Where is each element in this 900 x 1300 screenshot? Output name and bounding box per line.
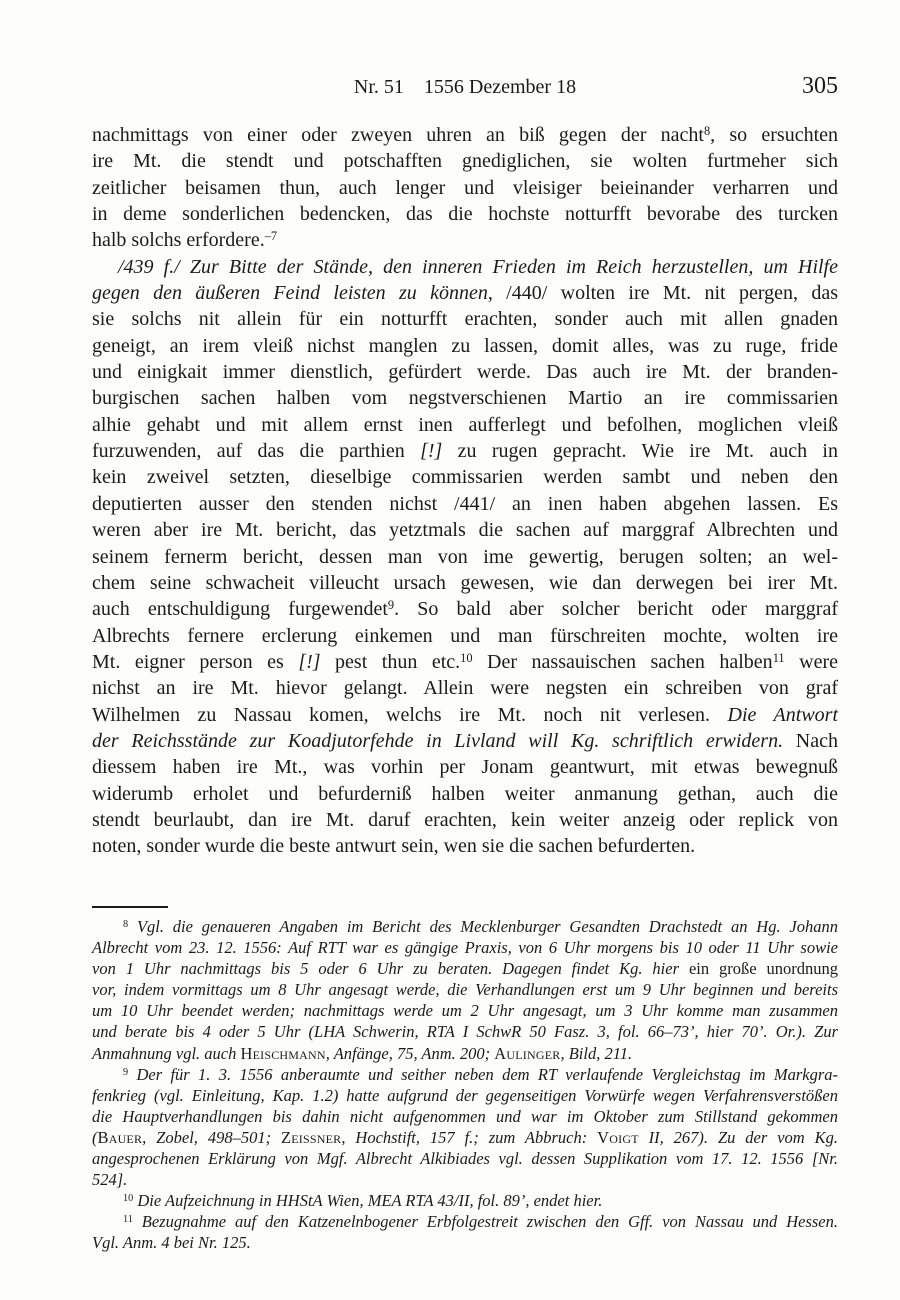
body-line: ire Mt. die stendt und potschafften gnediglichen, sie wolten furtmeher sich [92,150,838,173]
footnote-line: vor, indem vormittags um 8 Uhr angesagt werde, die Verhandlungen erst um 9 Uhr beginnen und bereits [92,980,838,1000]
footnote-line: die Hauptverhandlungen bis dahin nicht aufgenommen und war im Oktober zum Stillstand gekommen [92,1106,838,1126]
body-line: nichst an ire Mt. hievor gelangt. Allein were negsten ein schreiben von graf [92,677,838,700]
running-head [92,76,838,99]
body-line: Wilhelmen zu Nassau komen, welchs ire Mt. noch nit verlesen. Die Antwort [92,703,838,726]
body-line: nachmittags von einer oder zweyen uhren an biß gegen der nacht$^8$, so ersuchten [92,124,838,146]
body-line: gegen den äußeren Feind leisten zu können, /440/ wolten ire Mt. nit pergen, das [92,282,838,305]
footnote-line: (Bauer, Zobel, 498–501; Zeissner, Hochstift, 157 f.; zum Abbruch: Voigt II, 267). Zu der vom Kg. [92,1127,838,1147]
body-line: sie solchs nit allein für ein notturfft erachten, sonder auch mit allen gnaden [92,308,838,331]
body-line: alhie gehabt und mit allem ernst inen aufferlegt und befolhen, moglichen vleiß [92,413,838,436]
footnote-line: angesprochenen Erklärung von Mgf. Albrecht Alkibiades vgl. dessen Supplikation vom 17. 12. 1556 [Nr. [92,1149,838,1169]
body-line: zeitlicher beisamen thun, auch lenger und vleisiger beieinander verharren und [92,176,838,199]
body-line: burgischen sachen halben vom negstverschienen Martio an ire commissarien [92,387,838,410]
body-line: auch entschuldigung furgewendet$^9$. So bald aber solcher bericht oder marggraf [92,598,838,621]
footnote-line: Anmahnung vgl. auch Heischmann, Anfänge, 75, Anm. 200; Aulinger, Bild, 211. [92,1043,633,1063]
doc-date: 1556 Dezember 18 [423,76,577,98]
footnote-separator-rule [92,906,168,908]
body-line: diessem haben ire Mt., was vorhin per Jonam geantwurt, mit etwas bewegnuß [92,756,838,779]
footnotes [92,916,838,1254]
body-line: furzuwenden, auf das die parthien [!] zu rugen gepracht. Wie ire Mt. auch in [92,440,838,463]
footnote-line: um 10 Uhr beendet werden; nachmittags werde um 2 Uhr angesagt, um 3 Uhr komme man zusammen [92,1001,838,1021]
body-line: deputierten ausser den stenden nichst /441/ an inen haben abgehen lassen. Es [92,492,838,515]
footnote-line: $^8$ Vgl. die genaueren Angaben im Bericht des Mecklenburger Gesandten Drachstedt an Hg. Johann [123,917,838,936]
body-line: noten, sonder wurde die beste antwurt sein, wen sie die sachen befurderten. [92,835,696,858]
body-line: in deme sonderlichen bedencken, das die hochste notturfft bevorabe des turcken [92,203,838,226]
page-number: 305 [802,73,838,99]
body-line: halb solchs erfordere.$^{-7}$ [92,229,278,252]
body-line: weren aber ire Mt. bericht, das yetztmals die sachen auf marggraf Albrechten und [92,519,838,542]
body-line: stendt beurlaubt, dan ire Mt. daruf erachten, kein weiter anzeig oder replick von [92,808,838,831]
footnote-line: $^{10}$ Die Aufzeichnung in HHStA Wien, MEA RTA 43/II, fol. 89’, endet hier. [123,1191,603,1211]
doc-number: Nr. 51 [353,76,404,98]
footnote-line: von 1 Uhr nachmittags bis 5 oder 6 Uhr zu beraten. Dagegen findet Kg. hier ein große unordnung [92,959,838,979]
body-line: und einigkait immer dienstlich, gefürdert werde. Das auch ire Mt. der branden- [92,361,838,384]
footnote-line: und berate bis 4 oder 5 Uhr (LHA Schwerin, RTA I SchwR 50 Fasz. 3, fol. 66–73’, hier 70’. Or.). Zur [92,1022,838,1042]
body-line: geneigt, an irem vleiß nichst manglen zu lassen, domit alles, was zu ruge, fride [92,334,838,357]
body-text [92,122,838,860]
body-line: /439 f./ Zur Bitte der Stände, den inneren Frieden im Reich herzustellen, um Hilfe [118,255,838,278]
body-line: chem seine schwacheit villeucht ursach gewesen, wie dan derwegen bei irer Mt. [92,571,838,594]
body-line: Mt. eigner person es [!] pest thun etc.$^{10}$ Der nassauischen sachen halben$^{11}$ were [92,650,838,673]
footnote-line: Albrecht vom 23. 12. 1556: Auf RTT war es gängige Praxis, von 6 Uhr morgens bis 10 oder 11 Uhr sowie [92,938,838,958]
footnote-line: $^{11}$ Bezugnahme auf den Katzenelnbogener Erbfolgestreit zwischen den Gff. von Nassau und Hessen. [123,1212,838,1232]
body-line: der Reichsstände zur Koadjutorfehde in Livland will Kg. schriftlich erwidern. Nach [92,729,839,752]
body-line: seinem fernerm bericht, dessen man von ime gewertig, berugen solten; an wel- [92,545,838,568]
footnote-line: $^9$ Der für 1. 3. 1556 anberaumte und seither neben dem RT verlaufende Vergleichstag im Markgra- [123,1064,838,1084]
page-header [92,73,838,106]
footnote-line: fenkrieg (vgl. Einleitung, Kap. 1.2) hatte aufgrund der gegenseitigen Vorwürfe wegen Verfahrensverstößen [92,1085,838,1105]
footnote-line: 524]. [92,1170,128,1190]
body-line: widerumb erholet und befurderniß halben weiter anmanung gethan, auch die [92,782,838,805]
body-line: Albrechts fernere erclerung einkemen und man fürschreiten mochte, wolten ire [92,624,838,647]
body-line: kein zweivel setzten, dieselbige commissarien werden sambt und neben den [92,466,838,489]
footnote-line: Vgl. Anm. 4 bei Nr. 125. [92,1233,251,1253]
